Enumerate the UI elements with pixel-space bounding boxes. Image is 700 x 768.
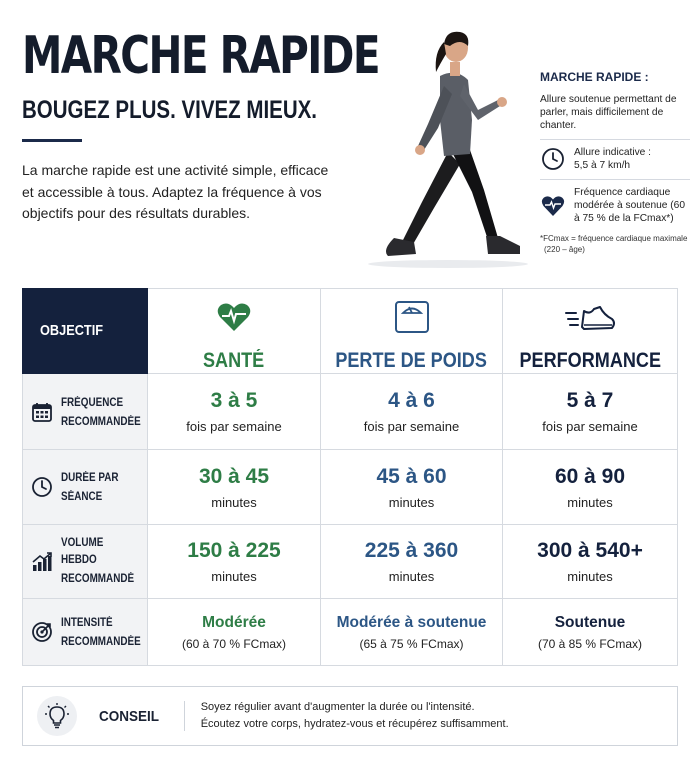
row-label-line1: DURÉE PAR — [61, 472, 119, 484]
column-header-sante — [148, 288, 321, 374]
row-label-frequence — [22, 374, 148, 450]
pace-row — [540, 146, 690, 172]
page-title: MARCHE RAPIDE — [22, 26, 380, 86]
bar-chart-icon — [31, 551, 53, 573]
column-label-performance: PERFORMANCE — [519, 349, 661, 372]
lightbulb-icon — [37, 696, 77, 736]
row-label-line1: FRÉQUENCE — [61, 396, 124, 409]
cell-value: 45 à 60 — [376, 464, 447, 488]
cell-intensite-performance — [503, 599, 678, 666]
tip-label: CONSEIL — [99, 707, 160, 725]
row-label-line2: RECOMMANDÉE — [61, 415, 141, 428]
cell-volume-performance — [503, 525, 678, 599]
row-label-line2: SÉANCE — [61, 491, 103, 503]
cell-intensite-sante — [148, 599, 321, 666]
cell-value: 225 à 360 — [364, 539, 459, 562]
pace-label: Allure indicative : — [574, 147, 652, 158]
cell-value: 3 à 5 — [210, 389, 258, 412]
clock-icon — [540, 146, 566, 172]
clock-icon — [31, 476, 53, 498]
objective-header — [22, 288, 148, 374]
cell-unit: minutes — [388, 569, 435, 584]
cell-duree-performance — [503, 450, 678, 525]
footnote-line2: (220 – âge) — [544, 245, 585, 254]
tip-box — [22, 686, 678, 746]
row-label-duree — [22, 450, 148, 525]
heart-rate-text: Fréquence cardiaque modérée à soutenue (60 à 75 % de la FCmax*) — [574, 187, 686, 224]
cell-unit: minutes — [567, 494, 613, 510]
heart-rate-row — [540, 186, 690, 225]
tip-line1: Soyez régulier avant d'augmenter la durée ou l'intensité. — [200, 701, 475, 713]
cell-unit: minutes — [211, 569, 257, 584]
column-label-sante: SANTÉ — [203, 349, 265, 372]
column-header-performance — [503, 288, 678, 374]
cell-value: Soutenue — [554, 613, 626, 631]
row-label-volume — [22, 525, 148, 599]
cell-unit: (65 à 75 % FCmax) — [359, 636, 464, 651]
running-shoe-icon — [564, 299, 616, 335]
cell-intensite-perte — [321, 599, 503, 666]
cell-frequence-sante — [148, 374, 321, 450]
objective-header-label: OBJECTIF — [40, 322, 104, 339]
cell-frequence-performance — [503, 374, 678, 450]
cell-unit: (60 à 70 % FCmax) — [181, 636, 287, 651]
title-underline — [22, 139, 82, 142]
row-label-line1: VOLUME HEBDO — [61, 537, 104, 566]
cell-value: Modérée à soutenue — [336, 613, 487, 631]
cell-duree-perte — [321, 450, 503, 525]
calendar-icon — [31, 401, 53, 423]
heart-pulse-icon — [217, 299, 251, 335]
cell-value: 5 à 7 — [566, 389, 614, 412]
column-label-perte-de-poids: PERTE DE POIDS — [335, 349, 488, 372]
intro-text: La marche rapide est une activité simple, efficace et accessible à tous. Adaptez la fréquence à vos objectifs pour des résultats durables. — [22, 162, 329, 221]
target-icon — [31, 621, 53, 643]
side-description: Allure soutenue permettant de parler, mais difficilement de chanter. — [540, 94, 677, 131]
cell-value: 4 à 6 — [388, 389, 435, 412]
side-divider — [540, 179, 690, 180]
cell-value: 30 à 45 — [198, 464, 270, 488]
row-label-line2: RECOMMANDÉ — [61, 573, 135, 585]
row-label-line1: INTENSITÉ — [61, 617, 113, 629]
side-title: MARCHE RAPIDE : — [540, 70, 649, 84]
cell-value: 300 à 540+ — [537, 539, 643, 562]
cell-unit: minutes — [567, 569, 613, 584]
cell-volume-sante — [148, 525, 321, 599]
cell-unit: fois par semaine — [363, 419, 460, 434]
cell-unit: minutes — [388, 494, 435, 510]
cell-unit: (70 à 85 % FCmax) — [537, 636, 643, 651]
cell-value: 60 à 90 — [554, 464, 626, 488]
cell-frequence-perte — [321, 374, 503, 450]
cell-duree-sante — [148, 450, 321, 525]
cell-value: Modérée — [202, 613, 266, 631]
side-divider — [540, 139, 690, 140]
page-subtitle: BOUGEZ PLUS. VIVEZ MIEUX. — [22, 96, 318, 124]
cell-value: 150 à 225 — [187, 539, 281, 562]
heart-pulse-icon — [540, 193, 566, 219]
cell-unit: minutes — [211, 494, 257, 510]
side-info-box — [540, 70, 690, 255]
scale-icon — [394, 299, 430, 335]
objectives-table — [22, 288, 678, 666]
walking-woman-illustration — [360, 24, 535, 270]
tip-divider — [184, 701, 185, 731]
cell-unit: fois par semaine — [186, 419, 282, 434]
tip-line2: Écoutez votre corps, hydratez-vous et récupérez suffisamment. — [200, 718, 509, 730]
row-label-intensite — [22, 599, 148, 666]
row-label-line2: RECOMMANDÉE — [61, 636, 141, 648]
pace-value: 5,5 à 7 km/h — [574, 160, 631, 171]
footnote-line1: *FCmax = fréquence cardiaque maximale — [540, 234, 688, 243]
cell-unit: fois par semaine — [542, 419, 638, 434]
cell-volume-perte — [321, 525, 503, 599]
column-header-perte-de-poids — [321, 288, 503, 374]
